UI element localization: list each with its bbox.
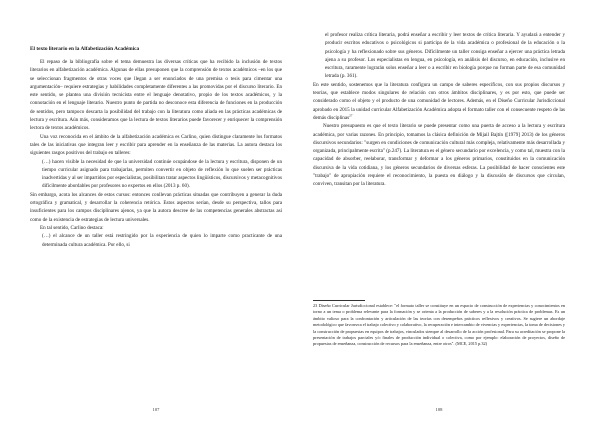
paragraph-text: En este sentido, sostenemos que la literatura configura un campo de saberes específicos, con sus propios discursos y teorías, que establece modos singulares de relación con otros ámbitos disciplinares, y es por esto, que puede ser considerado como el objeto y el producto de una comunidad de lectores. Además, en el Diseño Curricular Jurisdiccional aprobado en 2015 la unidad curricular Alfabetización Académica adopta el formato taller con el consecuente respeto de las demás disciplinas [313,81,565,121]
left-page-body [30,58,282,249]
page-number: 107 [152,407,160,412]
footnote-divider [313,300,365,301]
left-page [30,0,282,424]
paragraph: Una voz reconocida en el ámbito de la alfabetización académica es Carlino, quien distingue claramente los formatos tales de las iniciativas que integran leer y escribir para aprender en la enseñanza de las materias. La autora destaca los siguientes rasgos positivos del trabajo en talleres: [30,133,282,157]
section-heading: El texto literario en la Alfabetización Académica [30,46,140,52]
paragraph: Nuestro presupuesto es que el texto literario se puede presentar como una puerta de acceso a la lectura y escritura académica, por varias razones. En principio, tomamos la clásica definición de Mijail Bajtín ([1979] 2013) de los géneros discursivos secundarios: "surgen en condiciones de comunicación cultural más compleja, relativamente más desarrollada y organizada, principalmente escrita" (p.247). La literatura es el género secundario por excelencia, y como tal, muestra con la capacidad de absorber, reelaborar, transformar y deformar a los géneros primarios, constituidos en la comunicación discursiva de la vida cotidiana, y los géneros secundarios de diversas esferas. La posibilidad de hacer conscientes este "trabajo" de apropiación requiere el reconocimiento, la puesta en diálogo y la discusión de discursos que circulan, conviven, transitan por la literatura. [313,123,565,188]
paragraph: Sin embargo, acota los alcances de estos cursos: entonces conllevan prácticas situadas que contribuyen a generar la duda ortográfica y gramatical, y desarrollar la coherencia retórica. Estos aspectos serían, desde su perspectiva, tallos para insuficientes para los campos disciplinares ajenos, ya que la autora descree de las competencias generales abstractas así como de la existencia de estrategias de lectura universales. [30,191,282,223]
block-quote: (…) el alcance de un taller está restringido por la experiencia de quien lo imparte como practicante de una determinada cultura académica. Por ello, si [42,233,282,248]
footnote-marker: 27 [349,113,353,118]
right-page-body [313,31,565,189]
paragraph: El repaso de la bibliografía sobre el tema demuestra las diversas críticas que ha recibido la inclusión de textos literarios en alfabetización académica. Algunas de ellas presuponen que la comprensión de textos académicos –en los que se seleccionan fragmentos de otras voces que llegan a ser enunciados de una premisa o tesis para cimentar una argumentación– requiere estrategias y habilidades completamente diferentes a las promovidas por el discurso literario. En este sentido, se plantea una división tecnicista entre el lenguaje denotativo, propio de los textos académicos, y la connotación en el lenguaje literario. Nuestro punto de partida no desconoce esta diferencia de funciones en la producción de sentidos, pero tampoco descarta la posibilidad del trabajo con la literatura como aliada en las prácticas académicas de lectura y escritura. Aún más, consideramos que la lectura de textos literarios puede favorecer y enriquecer la comprensión lectora de textos académicos. [30,59,282,132]
paragraph [313,81,565,122]
footnote: 23 Diseño Curricular Jurisdiccional establece: "el formato taller se constituye en un espacio de construcción de experiencias y conocimientos en torno a un tema o problema relevante para la formación y se orienta a la producción de saberes y a la resolución práctica de problemas. Es un ámbito valioso para la confrontación y articulación de las teorías con desempeños prácticos reflexivos y creativos. Se sugiere un abordaje metodológico que favorezca el trabajo colectivo y colaborativo, la recuperación e intercambio de vivencias y experiencias, la toma de decisiones y la construcción de propuestas en equipos de trabajos, vinculados siempre al desarrollo de la acción profesional. Para su acreditación se propone la presentación de trabajos parciales y/o finales de producción individual o colectiva, como por ejemplo: elaboración de proyectos, diseño de propuestas de enseñanza, construcción de recursos para la enseñanza, entre otros". (MCE, 2015 p.32) [313,303,565,347]
right-page [313,0,565,424]
block-quote: el profesor realiza crítica literaria, podrá enseñar a escribir y leer textos de crítica literaria. Y ayudará a entender y producir escritos educativos o psicológicos si participa de la vida académica o profesional de la educación o la psicología y ha reflexionado sobre sus géneros. Difícilmente un taller consiga enseñar a ejercer una práctica letrada ajena a su profesor. Los especialistas en lengua, en psicología, en análisis del discurso, en educación, inclusive en escritura, raramente lograrán solos enseñar a leer o a escribir en biología porque no forman parte de esa comunidad letrada (p. 361). [325,32,565,80]
paragraph: En tal sentido, Carlino destaca: [40,224,104,231]
page-number: 108 [435,407,443,412]
block-quote: (…) hacen visible la necesidad de que la universidad continúe ocupándose de la lectura y escritura, disponen de un tiempo curricular asignado para trabajarlas, permiten convertir en objeto de reflexión lo que suelen ser prácticas inadvertidas y al ser impartidos por especialistas, posibilitan tratar aspectos lingüísticos, discursivos y metacognitivos difícilmente abordables por profesores no expertos en ellos (2013 p. 60). [42,158,282,190]
